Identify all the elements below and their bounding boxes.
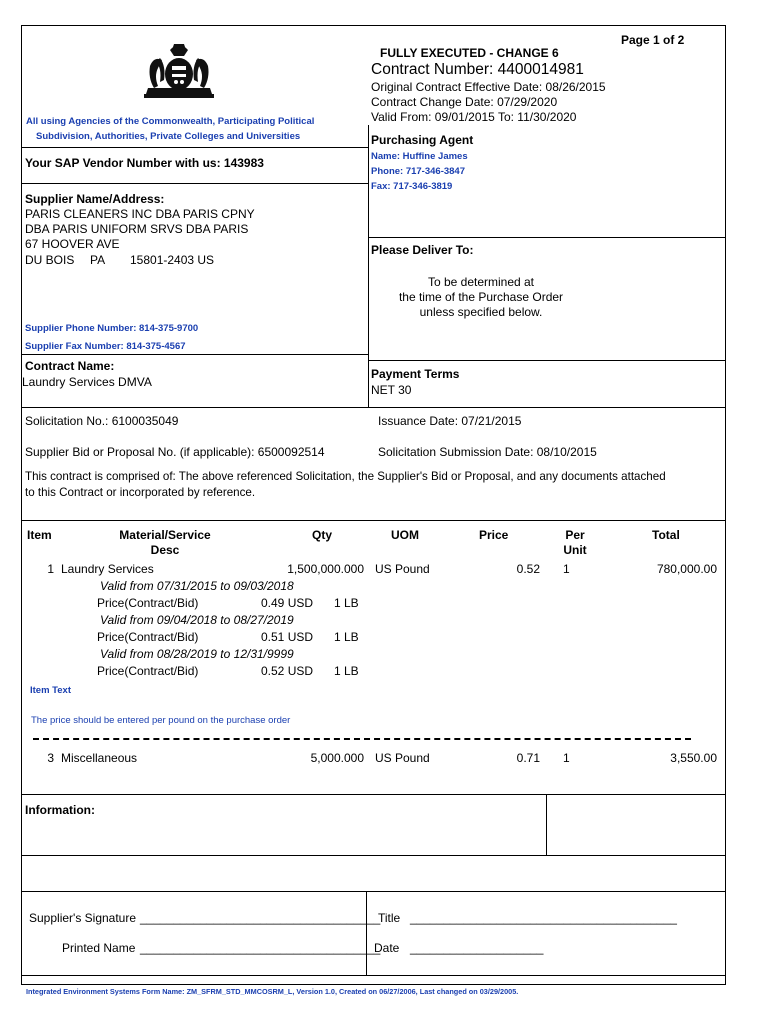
rule — [21, 975, 726, 976]
rule — [21, 147, 368, 148]
col-total: Total — [652, 528, 680, 542]
col-item: Item — [27, 528, 52, 542]
deliver-heading: Please Deliver To: — [371, 243, 474, 257]
deliver-line: unless specified below. — [419, 305, 543, 319]
line3-price: 0.71 — [516, 751, 540, 765]
price-period-unit: 1 LB — [334, 630, 359, 644]
top-divider — [368, 125, 369, 407]
col-per: Per — [565, 528, 585, 542]
supplier-line: 67 HOOVER AVE — [25, 237, 120, 251]
page-number: Page 1 of 2 — [621, 33, 685, 47]
signature-divider — [366, 891, 367, 975]
supplier-fax: Supplier Fax Number: 814-375-4567 — [25, 341, 186, 352]
date-line: ____________________ — [410, 941, 544, 955]
info-divider — [546, 794, 547, 855]
line1-per: 1 — [563, 562, 570, 576]
supplier-state: PA — [90, 253, 106, 267]
price-period-unit: 1 LB — [334, 664, 359, 678]
price-period-label: Price(Contract/Bid) — [97, 664, 199, 678]
supplier-zip: 15801-2403 US — [130, 253, 215, 267]
agent-fax: Fax: 717-346-3819 — [371, 181, 453, 192]
solicitation-number: Solicitation No.: 6100035049 — [25, 414, 179, 428]
line1-desc: Laundry Services — [61, 562, 154, 576]
price-period-label: Price(Contract/Bid) — [97, 596, 199, 610]
rule — [21, 520, 726, 521]
line1-item: 1 — [47, 562, 54, 576]
line1-qty: 1,500,000.000 — [287, 562, 364, 576]
rule — [368, 360, 726, 361]
form-footer: Integrated Environment Systems Form Name: ZM_SFRM_STD_MMCOSRM_L, Version 1.0, Created on 06/27/2006, Last changed on 03/29/2005. — [26, 987, 519, 996]
contract-number: Contract Number: 4400014981 — [371, 61, 584, 78]
line1-price: 0.52 — [516, 562, 540, 576]
printed-name-label: Printed Name — [62, 941, 136, 955]
submission-date: Solicitation Submission Date: 08/10/2015 — [378, 445, 597, 459]
supplier-city: DU BOIS — [25, 253, 75, 267]
price-period-unit: 1 LB — [334, 596, 359, 610]
rule — [21, 794, 726, 795]
price-period-valid: Valid from 09/04/2018 to 08/27/2019 — [100, 613, 294, 627]
contract-name-heading: Contract Name: — [25, 359, 115, 373]
price-period-label: Price(Contract/Bid) — [97, 630, 199, 644]
pennsylvania-seal-icon — [140, 36, 218, 100]
agencies-line-1: All using Agencies of the Commonwealth, Participating Political — [26, 116, 315, 127]
price-period-amount: 0.52 USD — [261, 664, 314, 678]
line1-uom: US Pound — [375, 562, 430, 576]
signature-line: ____________________________________ — [140, 911, 381, 925]
comprised-text: to this Contract or incorporated by reference. — [25, 486, 256, 499]
col-qty: Qty — [312, 528, 333, 542]
col-uom: UOM — [391, 528, 419, 542]
line3-uom: US Pound — [375, 751, 430, 765]
rule — [21, 354, 368, 355]
payment-terms-value: NET 30 — [371, 383, 412, 397]
rule — [368, 237, 726, 238]
payment-terms-heading: Payment Terms — [371, 367, 460, 381]
price-period-amount: 0.51 USD — [261, 630, 314, 644]
line3-qty: 5,000.000 — [310, 751, 364, 765]
item-separator — [33, 738, 691, 740]
item-text-label: Item Text — [30, 685, 72, 696]
deliver-line: the time of the Purchase Order — [398, 290, 564, 304]
supplier-line: PARIS CLEANERS INC DBA PARIS CPNY — [25, 207, 255, 221]
comprised-text: This contract is comprised of: The above referenced Solicitation, the Supplier's Bid or Proposal, and any documents attached — [25, 470, 666, 483]
price-period-valid: Valid from 07/31/2015 to 09/03/2018 — [100, 579, 294, 593]
rule — [21, 183, 368, 184]
title-label: Title — [378, 911, 401, 925]
rule — [21, 407, 726, 408]
col-material: Material/Service — [119, 528, 211, 542]
rule — [21, 855, 726, 856]
price-period-valid: Valid from 08/28/2019 to 12/31/9999 — [100, 647, 294, 661]
information-heading: Information: — [25, 803, 95, 817]
supplier-phone: Supplier Phone Number: 814-375-9700 — [25, 323, 199, 334]
change-date: Contract Change Date: 07/29/2020 — [371, 95, 558, 109]
effective-date: Original Contract Effective Date: 08/26/2015 — [371, 80, 606, 94]
deliver-line: To be determined at — [427, 275, 535, 289]
vendor-number: Your SAP Vendor Number with us: 143983 — [25, 156, 264, 170]
agent-heading: Purchasing Agent — [371, 133, 474, 147]
supplier-heading: Supplier Name/Address: — [25, 192, 165, 206]
line3-total: 3,550.00 — [670, 751, 717, 765]
bid-number: Supplier Bid or Proposal No. (if applicable): 6500092514 — [25, 445, 325, 459]
item-text: The price should be entered per pound on the purchase order — [31, 715, 291, 726]
col-price: Price — [479, 528, 509, 542]
col-per-unit: Unit — [563, 543, 587, 557]
date-label: Date — [374, 941, 400, 955]
agent-phone: Phone: 717-346-3847 — [371, 166, 465, 177]
valid-range: Valid From: 09/01/2015 To: 11/30/2020 — [371, 110, 577, 124]
supplier-line: DBA PARIS UNIFORM SRVS DBA PARIS — [25, 222, 249, 236]
col-material-desc: Desc — [150, 543, 180, 557]
line3-desc: Miscellaneous — [61, 751, 138, 765]
signature-label: Supplier's Signature — [29, 911, 137, 925]
contract-status: FULLY EXECUTED - CHANGE 6 — [380, 46, 559, 60]
line3-item: 3 — [47, 751, 54, 765]
price-period-amount: 0.49 USD — [261, 596, 314, 610]
rule — [21, 891, 726, 892]
contract-name-value: Laundry Services DMVA — [22, 375, 152, 389]
agencies-line-2: Subdivision, Authorities, Private Colleges and Universities — [36, 131, 301, 142]
line1-total: 780,000.00 — [656, 562, 717, 576]
agent-name: Name: Huffine James — [371, 151, 468, 162]
line3-per: 1 — [563, 751, 570, 765]
issuance-date: Issuance Date: 07/21/2015 — [378, 414, 522, 428]
printed-name-line: ____________________________________ — [140, 941, 381, 955]
title-line: ________________________________________ — [410, 911, 677, 925]
